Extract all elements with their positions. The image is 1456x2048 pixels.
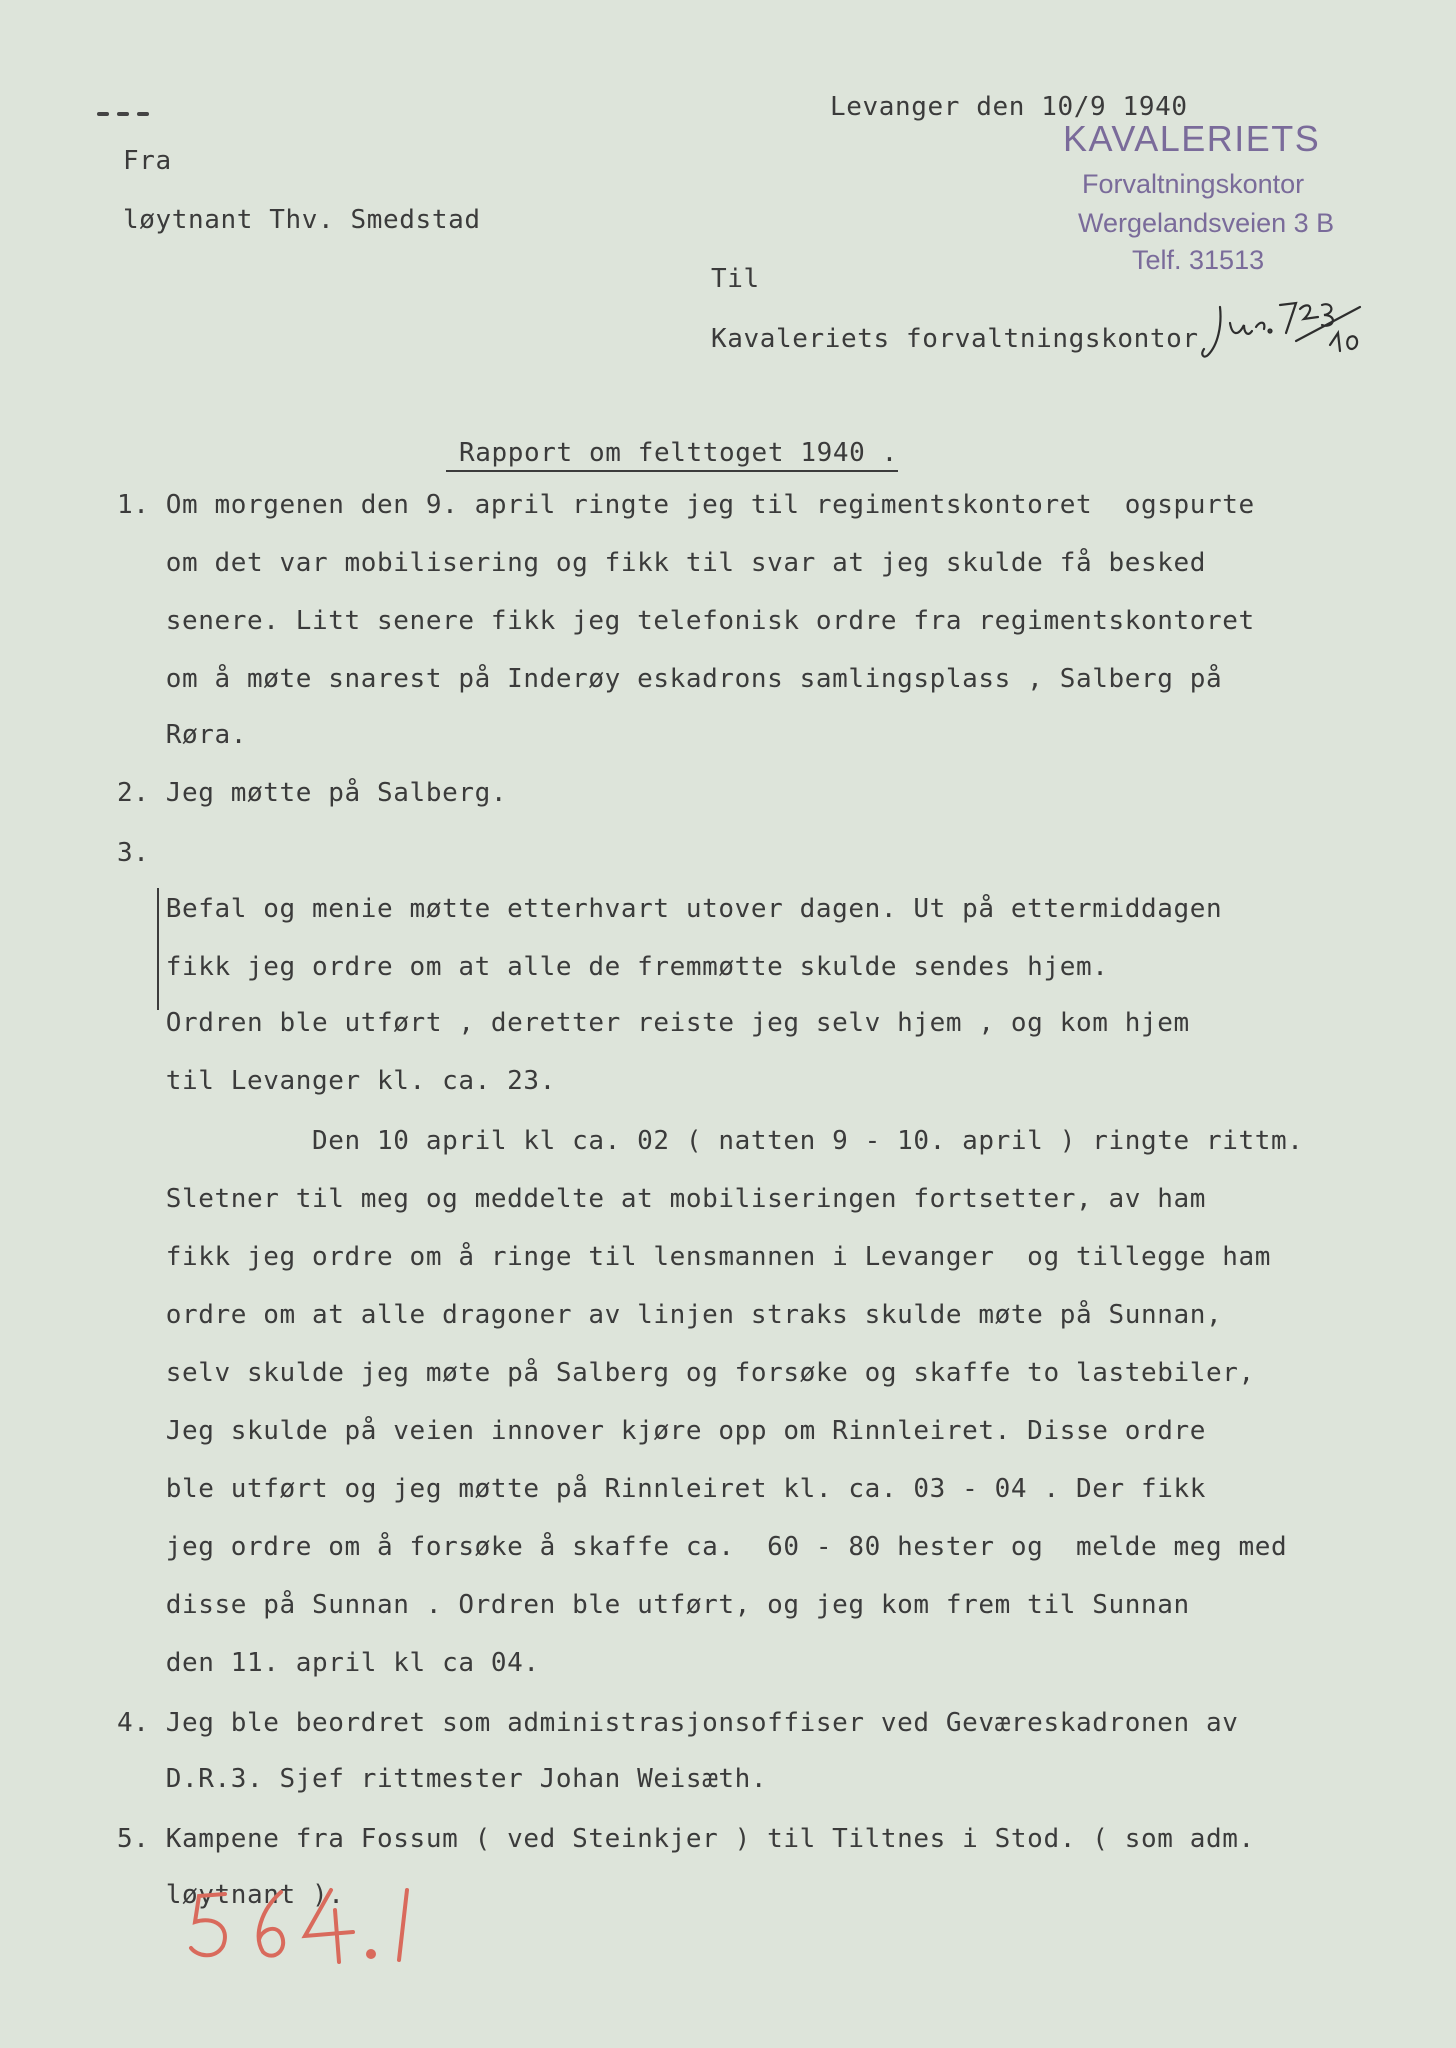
- body-line: 5. Kampene fra Fossum ( ved Steinkjer ) til Tiltnes i Stod. ( som adm.: [117, 1824, 1255, 1854]
- body-line: 2. Jeg møtte på Salberg.: [117, 778, 508, 808]
- from-label: Fra: [123, 146, 172, 176]
- from-name: løytnant Thv. Smedstad: [123, 205, 481, 235]
- body-line: ble utført og jeg møtte på Rinnleiret kl. ca. 03 - 04 . Der fikk: [117, 1474, 1206, 1504]
- place-date: Levanger den 10/9 1940: [830, 92, 1188, 122]
- body-line: den 11. april kl ca 04.: [117, 1648, 540, 1678]
- body-line: 4. Jeg ble beordret som administrasjonsoffiser ved Geværeskadronen av: [117, 1708, 1239, 1738]
- body-line: Jeg skulde på veien innover kjøre opp om Rinnleiret. Disse ordre: [117, 1416, 1206, 1446]
- body-line: disse på Sunnan . Ordren ble utført, og jeg kom frem til Sunnan: [117, 1590, 1190, 1620]
- body-line: fikk jeg ordre om å ringe til lensmannen i Levanger og tillegge ham: [117, 1242, 1271, 1272]
- body-line: 1. Om morgenen den 9. april ringte jeg til regimentskontoret ogspurte: [117, 490, 1255, 520]
- body-line: fikk jeg ordre om at alle de fremmøtte skulde sendes hjem.: [117, 952, 1109, 982]
- body-line: senere. Litt senere fikk jeg telefonisk ordre fra regimentskontoret: [117, 606, 1255, 636]
- margin-marks: [97, 101, 183, 107]
- body-line: om å møte snarest på Inderøy eskadrons samlingsplass , Salberg på: [117, 664, 1223, 694]
- body-line: løytnant ).: [117, 1880, 345, 1910]
- to-name: Kavaleriets forvaltningskontor: [711, 324, 1199, 354]
- to-label: Til: [711, 264, 760, 294]
- stamp-line-address: Wergelandsveien 3 B: [1078, 208, 1335, 238]
- stamp-line-phone: Telf. 31513: [1132, 245, 1265, 275]
- report-title: Rapport om felttoget 1940 .: [459, 438, 898, 468]
- body-line: 3.: [117, 838, 150, 868]
- body-line: Ordren ble utført , deretter reiste jeg selv hjem , og kom hjem: [117, 1008, 1190, 1038]
- body-line: ordre om at alle dragoner av linjen straks skulde møte på Sunnan,: [117, 1300, 1223, 1330]
- title-underline: [446, 470, 898, 472]
- body-line: Den 10 april kl ca. 02 ( natten 9 - 10. april ) ringte rittm.: [117, 1126, 1304, 1156]
- body-line: Befal og menie møtte etterhvart utover dagen. Ut på ettermiddagen: [117, 894, 1223, 924]
- journal-number-handwriting: [1200, 285, 1380, 375]
- body-line: Sletner til meg og meddelte at mobiliseringen fortsetter, av ham: [117, 1184, 1206, 1214]
- folio-number-handwriting: [185, 1880, 445, 1970]
- stamp-line-office: Forvaltningskontor: [1082, 169, 1305, 199]
- body-line: Røra.: [117, 720, 248, 750]
- stamp-title: KAVALERIETS: [1063, 118, 1321, 159]
- body-line: til Levanger kl. ca. 23.: [117, 1066, 556, 1096]
- body-line: om det var mobilisering og fikk til svar at jeg skulde få besked: [117, 548, 1206, 578]
- body-line: selv skulde jeg møte på Salberg og forsøke og skaffe to lastebiler,: [117, 1358, 1255, 1388]
- body-line: D.R.3. Sjef rittmester Johan Weisæth.: [117, 1764, 768, 1794]
- body-line: jeg ordre om å forsøke å skaffe ca. 60 - 80 hester og melde meg med: [117, 1532, 1288, 1562]
